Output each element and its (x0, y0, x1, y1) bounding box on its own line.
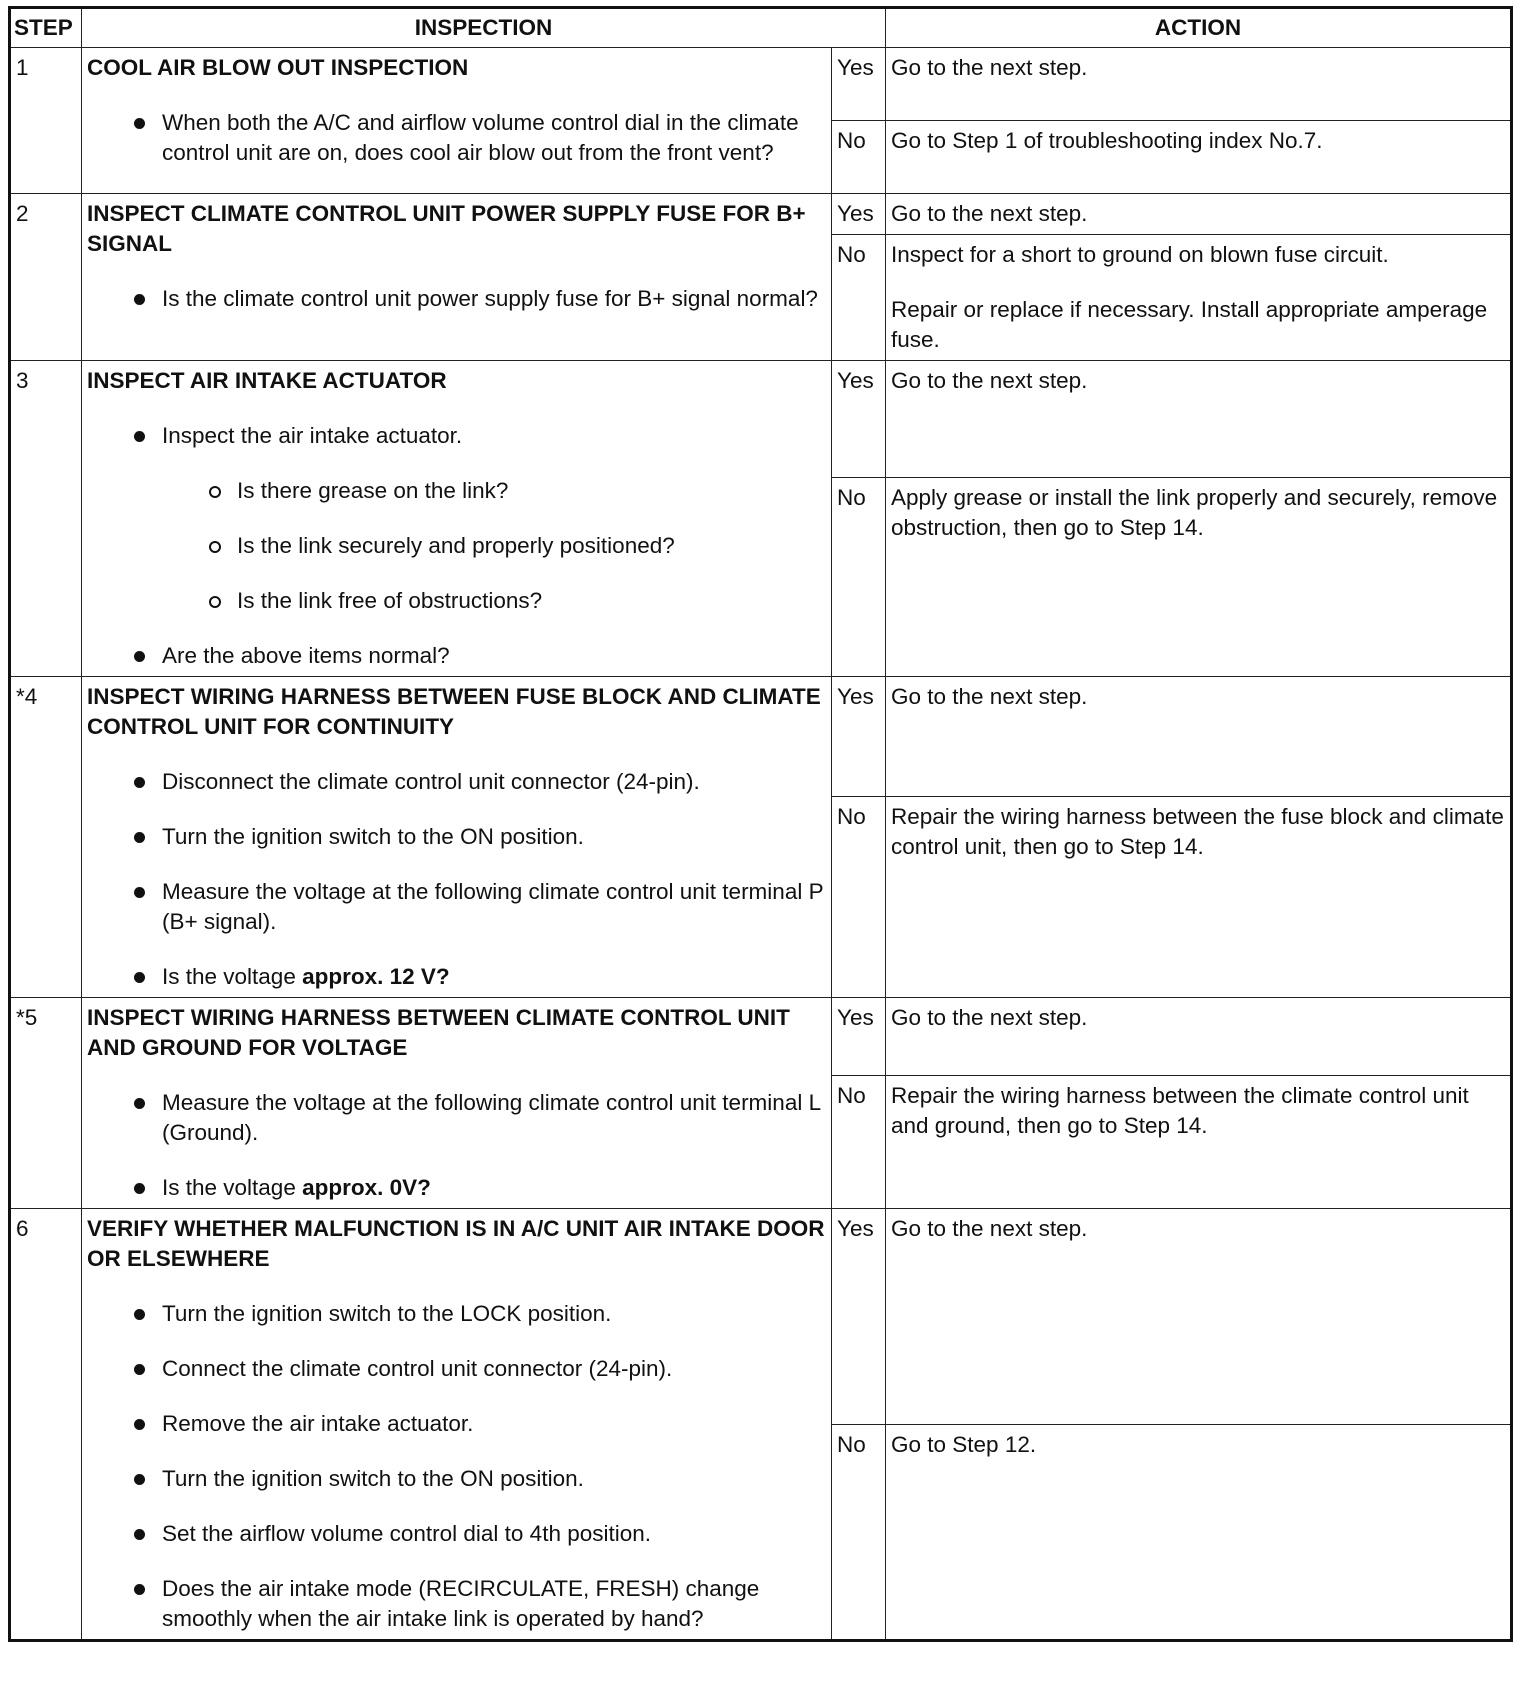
item-text: Is the voltage (162, 1175, 303, 1200)
step-number: *5 (10, 998, 82, 1209)
inspection-title: VERIFY WHETHER MALFUNCTION IS IN A/C UNIT AIR INTAKE DOOR OR ELSEWHERE (87, 1216, 825, 1271)
step-row (10, 361, 1512, 478)
item-text: Remove the air intake actuator. (162, 1411, 474, 1436)
step-number: 3 (10, 361, 82, 677)
bullet-icon (134, 1529, 145, 1540)
item-text: Does the air intake mode (RECIRCULATE, FRESH) change smoothly when the air intake link is operated by hand? (162, 1576, 760, 1631)
item-bold-text: approx. 12 V? (302, 964, 450, 989)
yes-label: Yes (832, 1209, 886, 1425)
inspection-cell (82, 361, 832, 677)
no-label: No (832, 796, 886, 997)
no-action-text: Inspect for a short to ground on blown fuse circuit. (891, 242, 1389, 267)
bullet-icon (134, 294, 145, 305)
inspection-item (87, 284, 826, 314)
no-action-text: Apply grease or install the link properly and securely, remove obstruction, then go to Step 14. (891, 485, 1498, 541)
step-row (10, 998, 1512, 1076)
bullet-icon (134, 1584, 145, 1595)
bullet-icon (134, 431, 145, 442)
inspection-list (87, 421, 826, 671)
step-number: 6 (10, 1209, 82, 1641)
inspection-title: INSPECT AIR INTAKE ACTUATOR (87, 368, 447, 393)
yes-action-text: Go to the next step. (891, 368, 1088, 393)
step-row (10, 1209, 1512, 1425)
no-action-cell (886, 121, 1512, 194)
inspection-list (87, 1299, 826, 1634)
inspection-subitem (87, 586, 826, 616)
bullet-icon (134, 832, 145, 843)
inspection-title: INSPECT WIRING HARNESS BETWEEN FUSE BLOCK AND CLIMATE CONTROL UNIT FOR CONTINUITY (87, 684, 821, 739)
inspection-title: INSPECT CLIMATE CONTROL UNIT POWER SUPPLY FUSE FOR B+ SIGNAL (87, 201, 806, 256)
no-label: No (832, 121, 886, 194)
item-text: Turn the ignition switch to the ON position. (162, 1466, 584, 1491)
item-text: Set the airflow volume control dial to 4th position. (162, 1521, 652, 1546)
inspection-item (87, 1519, 826, 1549)
no-label: No (832, 235, 886, 361)
item-text: Connect the climate control unit connector (24-pin). (162, 1356, 673, 1381)
no-action-cell (886, 796, 1512, 997)
yes-action-text: Go to the next step. (891, 55, 1088, 80)
yes-action-text: Go to the next step. (891, 1216, 1088, 1241)
no-action-text: Repair the wiring harness between the climate control unit and ground, then go to Step 14. (891, 1083, 1469, 1139)
inspection-item (87, 1299, 826, 1329)
bullet-icon (134, 118, 145, 129)
inspection-title: INSPECT WIRING HARNESS BETWEEN CLIMATE CONTROL UNIT AND GROUND FOR VOLTAGE (87, 1005, 790, 1060)
no-action-text: Repair or replace if necessary. Install appropriate amperage fuse. (891, 297, 1488, 352)
inspection-subitem (87, 476, 826, 506)
step-row (10, 194, 1512, 235)
header-row (10, 8, 1512, 48)
inspection-title: COOL AIR BLOW OUT INSPECTION (87, 55, 469, 80)
step-header: STEP (10, 8, 82, 48)
yes-label: Yes (832, 361, 886, 478)
inspection-cell (82, 48, 832, 194)
yes-action-cell (886, 1209, 1512, 1425)
no-action-cell (886, 235, 1512, 361)
yes-action-cell (886, 677, 1512, 797)
inspection-item (87, 1409, 826, 1439)
bullet-icon (134, 777, 145, 788)
item-text: Is the voltage (162, 964, 303, 989)
step-number: 2 (10, 194, 82, 361)
yes-action-text: Go to the next step. (891, 684, 1088, 709)
inspection-item (87, 1173, 826, 1203)
inspection-item (87, 822, 826, 852)
inspection-item (87, 962, 826, 992)
no-action-cell (886, 478, 1512, 677)
inspection-item (87, 1574, 826, 1634)
step-row (10, 48, 1512, 121)
step-number: *4 (10, 677, 82, 998)
item-text: Is the climate control unit power supply fuse for B+ signal normal? (162, 286, 818, 311)
bullet-icon (134, 1309, 145, 1320)
bullet-icon (134, 651, 145, 662)
item-bold-text: approx. 0V? (302, 1175, 431, 1200)
inspection-item (87, 108, 826, 168)
yes-action-cell (886, 194, 1512, 235)
item-text: Disconnect the climate control unit connector (24-pin). (162, 769, 700, 794)
inspection-item (87, 1464, 826, 1494)
inspection-cell (82, 998, 832, 1209)
yes-label: Yes (832, 48, 886, 121)
inspection-item (87, 1354, 826, 1384)
no-action-cell (886, 1076, 1512, 1209)
inspection-list (87, 284, 826, 314)
item-text: Are the above items normal? (162, 643, 450, 668)
bullet-icon (134, 972, 145, 983)
no-action-text: Go to Step 1 of troubleshooting index No.7. (891, 128, 1323, 153)
no-label: No (832, 1425, 886, 1641)
bullet-icon (134, 1098, 145, 1109)
no-action-cell (886, 1425, 1512, 1641)
no-action-text: Go to Step 12. (891, 1432, 1037, 1457)
circle-bullet-icon (209, 541, 221, 553)
inspection-list (87, 767, 826, 992)
bullet-icon (134, 887, 145, 898)
item-text: Measure the voltage at the following climate control unit terminal L (Ground). (162, 1090, 821, 1145)
step-number: 1 (10, 48, 82, 194)
inspection-item (87, 421, 826, 451)
yes-action-text: Go to the next step. (891, 201, 1088, 226)
yes-action-cell (886, 48, 1512, 121)
bullet-icon (134, 1183, 145, 1194)
item-text: Measure the voltage at the following climate control unit terminal P (B+ signal). (162, 879, 824, 934)
item-text: Turn the ignition switch to the ON position. (162, 824, 584, 849)
inspection-cell (82, 1209, 832, 1641)
inspection-list (87, 108, 826, 168)
inspection-item (87, 767, 826, 797)
yes-label: Yes (832, 194, 886, 235)
item-text: Turn the ignition switch to the LOCK position. (162, 1301, 612, 1326)
yes-action-cell (886, 361, 1512, 478)
inspection-cell (82, 194, 832, 361)
item-text: Inspect the air intake actuator. (162, 423, 463, 448)
no-label: No (832, 1076, 886, 1209)
circle-bullet-icon (209, 486, 221, 498)
troubleshooting-table (8, 6, 1513, 1642)
inspection-item (87, 641, 826, 671)
inspection-cell (82, 677, 832, 998)
no-action-text: Repair the wiring harness between the fuse block and climate control unit, then go to Step 14. (891, 803, 1504, 859)
bullet-icon (134, 1364, 145, 1375)
item-text: Is the link securely and properly positioned? (237, 533, 675, 558)
circle-bullet-icon (209, 596, 221, 608)
inspection-item (87, 1088, 826, 1148)
item-text: Is the link free of obstructions? (237, 588, 543, 613)
item-text: Is there grease on the link? (237, 478, 509, 503)
item-text: When both the A/C and airflow volume control dial in the climate control unit are on, does cool air blow out from the front vent? (162, 110, 799, 165)
no-label: No (832, 478, 886, 677)
bullet-icon (134, 1419, 145, 1430)
inspection-header: INSPECTION (82, 8, 886, 48)
yes-action-cell (886, 998, 1512, 1076)
action-header: ACTION (886, 8, 1512, 48)
inspection-subitem (87, 531, 826, 561)
inspection-list (87, 1088, 826, 1203)
step-row (10, 677, 1512, 797)
yes-label: Yes (832, 998, 886, 1076)
bullet-icon (134, 1474, 145, 1485)
inspection-item (87, 877, 826, 937)
yes-label: Yes (832, 677, 886, 797)
yes-action-text: Go to the next step. (891, 1005, 1088, 1030)
